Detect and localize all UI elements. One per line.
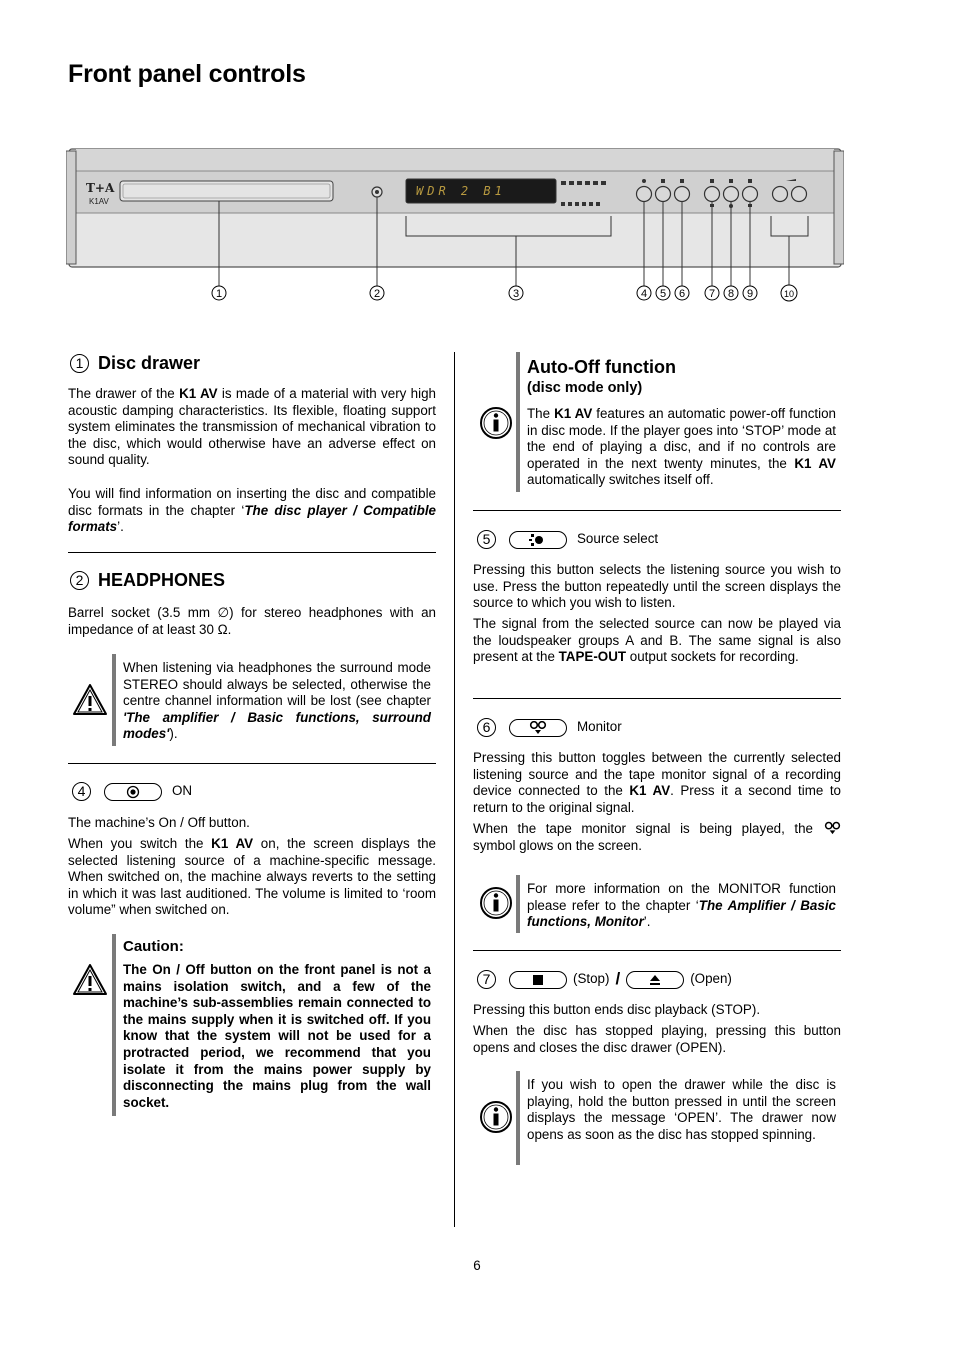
brand-logo: T+A bbox=[86, 181, 115, 195]
monitor-paragraph-1: Pressing this button toggles between the currently selected listening source and the tape monitor signal of a recording device connected to the K1 AV. Press it a second time to return to the original signal. bbox=[473, 750, 841, 815]
note-bar bbox=[516, 1071, 520, 1165]
note-bar bbox=[516, 875, 520, 933]
divider bbox=[473, 698, 841, 699]
stop-open-note: If you wish to open the drawer while the disc is playing, hold the button pressed in until the screen displays the message ‘OPEN’. The drawer now opens as soon as the disc has stopped spinning. bbox=[527, 1077, 836, 1142]
source-select-icon bbox=[528, 533, 548, 547]
stop-open-paragraph-2: When the disc has stopped playing, pressing this button opens and closes the disc drawer (OPEN). bbox=[473, 1023, 841, 1055]
callout-5: 5 bbox=[659, 288, 667, 300]
button-label: Monitor bbox=[577, 719, 622, 735]
section-number: 6 bbox=[477, 718, 496, 737]
caution-title: Caution: bbox=[123, 938, 184, 955]
callout-9: 9 bbox=[746, 288, 754, 300]
page-number: 6 bbox=[473, 1258, 481, 1273]
section-number: 2 bbox=[70, 571, 89, 590]
button-label: Source select bbox=[577, 531, 659, 547]
info-icon bbox=[479, 1100, 513, 1134]
on-button-symbol bbox=[104, 783, 162, 801]
auto-off-subtitle: (disc mode only) bbox=[527, 380, 643, 396]
callout-10: 10 bbox=[783, 289, 795, 299]
note-bar bbox=[112, 934, 116, 1116]
auto-off-title: Auto-Off function bbox=[527, 357, 676, 377]
callout-3: 3 bbox=[512, 288, 520, 300]
monitor-button-symbol bbox=[509, 719, 567, 737]
section-title: HEADPHONES bbox=[98, 570, 226, 591]
section-number: 5 bbox=[477, 530, 496, 549]
on-paragraph-2: When you switch the K1 AV on, the screen displays the selected listening source of a machine-specific message. When switched on, the machine always reverts to the setting in which it was last auditioned. The volume is limited to ‘room volume” when switched on. bbox=[68, 836, 436, 918]
open-button-symbol bbox=[626, 971, 684, 989]
note-bar bbox=[112, 654, 116, 746]
eject-icon bbox=[649, 974, 661, 986]
auto-off-text: The K1 AV features an automatic power-off function in disc mode. If the player goes into ‘STOP’ mode at the end of playing a disc, and if no controls are operated in the next twenty minutes, the K1 AV automatically switches itself off. bbox=[527, 406, 836, 488]
divider bbox=[473, 510, 841, 511]
section-number: 4 bbox=[72, 782, 91, 801]
monitor-paragraph-2b: symbol glows on the screen. bbox=[473, 838, 642, 853]
warning-icon bbox=[72, 683, 108, 717]
callout-1: 1 bbox=[215, 288, 223, 300]
source-paragraph-2: The signal from the selected source can now be played via the loudspeaker groups A and B. The same signal is also present at the TAPE-OUT output sockets for recording. bbox=[473, 616, 841, 665]
disc-drawer-paragraph-1: The drawer of the K1 AV is made of a material with very high acoustic damping characteristics. Its flexible, floating support system eliminates the transmission of mechanical vibration to the disc, which would otherwise have an adverse effect on sound quality. bbox=[68, 386, 436, 468]
divider bbox=[68, 552, 436, 553]
section-headphones-heading bbox=[70, 571, 225, 590]
section-monitor-heading bbox=[477, 718, 622, 737]
stop-button-symbol bbox=[509, 971, 567, 989]
callout-8: 8 bbox=[727, 288, 735, 300]
model-label: K1AV bbox=[89, 197, 109, 206]
info-icon bbox=[479, 886, 513, 920]
headphones-paragraph: Barrel socket (3.5 mm ∅) for stereo headphones with an impedance of at least 30 Ω. bbox=[68, 605, 436, 637]
callout-6: 6 bbox=[678, 288, 686, 300]
caution-text: The On / Off button on the front panel is not a mains isolation switch, and a few of the machine’s sub-assemblies remain connected to the mains supply when it is switched off. If you know that the system will not be used for a protracted period, we recommend that you isolate it from the mains power supply by disconnecting the mains plug from the wall socket. bbox=[123, 962, 431, 1110]
tape-monitor-icon bbox=[824, 821, 841, 836]
callout-7: 7 bbox=[708, 288, 716, 300]
section-on-heading bbox=[72, 782, 192, 801]
note-bar bbox=[516, 352, 520, 492]
source-button-symbol bbox=[509, 531, 567, 549]
section-number: 7 bbox=[477, 970, 496, 989]
source-paragraph-1: Pressing this button selects the listening source you wish to use. Press the button repeatedly until the screen displays the source to which you wish to listen. bbox=[473, 562, 841, 611]
section-stop-open-heading bbox=[477, 970, 732, 989]
stop-open-paragraph-1: Pressing this button ends disc playback (STOP). bbox=[473, 1002, 761, 1017]
open-label: (Open) bbox=[690, 971, 732, 987]
separator-slash: / bbox=[615, 969, 621, 989]
divider bbox=[68, 763, 436, 764]
page-title: Front panel controls bbox=[68, 60, 306, 88]
monitor-paragraph-2a: When the tape monitor signal is being played, the bbox=[473, 821, 813, 836]
divider bbox=[473, 950, 841, 951]
callout-2: 2 bbox=[373, 288, 381, 300]
monitor-note: For more information on the MONITOR function please refer to the chapter ‘The Amplifier / Basic functions, Monitor’. bbox=[527, 881, 836, 930]
stop-label: (Stop) bbox=[573, 971, 610, 987]
warning-icon bbox=[72, 963, 108, 997]
section-disc-drawer-heading bbox=[70, 354, 200, 373]
display-text: WDR 2 B1 bbox=[416, 184, 506, 198]
front-panel-illustration bbox=[66, 146, 844, 306]
info-icon bbox=[479, 406, 513, 440]
section-number: 1 bbox=[70, 354, 89, 373]
tape-monitor-icon bbox=[529, 721, 547, 735]
button-label: ON bbox=[172, 783, 193, 799]
section-source-heading bbox=[477, 530, 658, 549]
callout-4: 4 bbox=[640, 288, 648, 300]
power-icon bbox=[126, 785, 140, 799]
section-title: Disc drawer bbox=[98, 353, 201, 374]
stop-icon bbox=[532, 974, 544, 986]
disc-drawer-paragraph-2: You will find information on inserting the disc and compatible disc formats in the chapter ‘The disc player / Compatible formats’. bbox=[68, 486, 436, 535]
headphones-note: When listening via headphones the surround mode STEREO should always be selected, otherwise the centre channel information will be lost (see chapter 'The amplifier / Basic functions, surround modes'). bbox=[123, 660, 431, 742]
column-divider bbox=[454, 352, 455, 1227]
on-paragraph-1: The machine’s On / Off button. bbox=[68, 815, 250, 830]
